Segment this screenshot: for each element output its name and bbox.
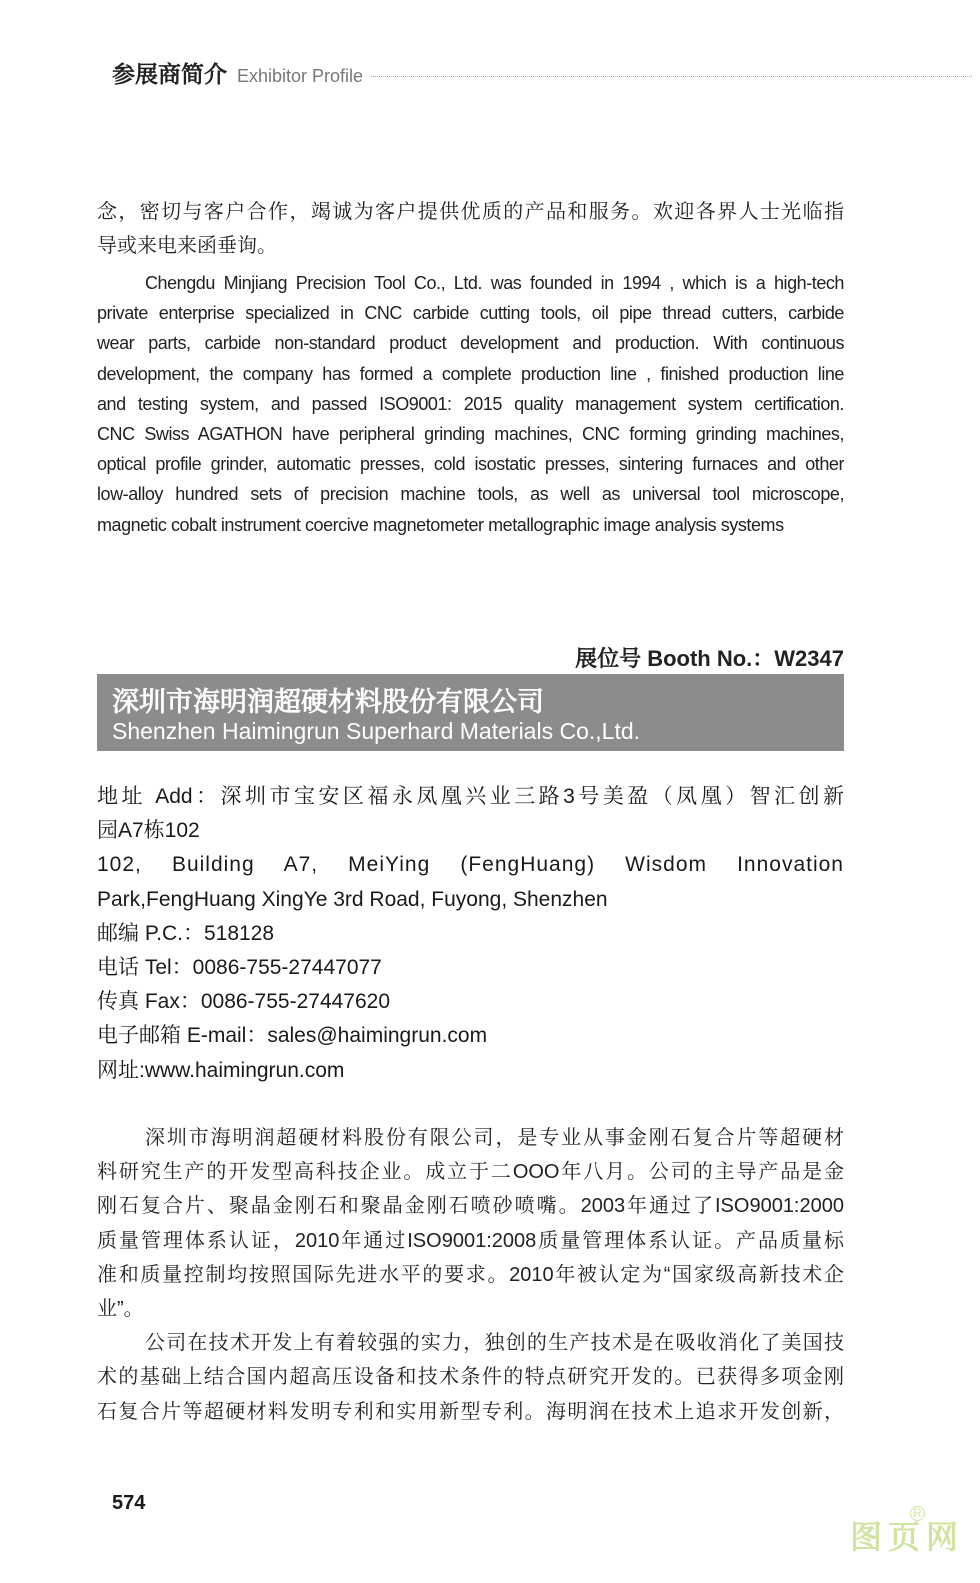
text-line: wear parts, carbide non-standard product development and production. With continuous: [97, 333, 844, 354]
text-line: 深圳市海明润超硬材料股份有限公司，是专业从事金刚石复合片等超硬材: [145, 1127, 844, 1149]
company-name-cn: 深圳市海明润超硬材料股份有限公司: [112, 687, 544, 717]
telephone: 电话 Tel：0086-755-27447077: [97, 956, 382, 980]
header-title-en: Exhibitor Profile: [237, 66, 364, 86]
page-number: 574: [112, 1492, 146, 1514]
text-line: 术的基础上结合国内超高压设备和技术条件的特点研究开发的。已获得多项金刚: [97, 1366, 844, 1389]
text-line: 念，密切与客户合作，竭诚为客户提供优质的产品和服务。欢迎各界人士光临指: [97, 201, 844, 223]
prev-company-en-text: [97, 268, 844, 540]
registered-mark-icon: R: [910, 1506, 925, 1521]
text-line: 料研究生产的开发型高科技企业。成立于二OOO年八月。公司的主导产品是金: [97, 1161, 844, 1184]
text-line: and testing system, and passed ISO9001: 2015 quality management system certification.: [97, 393, 844, 414]
booth-number: 展位号 Booth No.：W2347: [575, 646, 844, 671]
website: 网址:www.haimingrun.com: [97, 1058, 345, 1082]
text-line: 刚石复合片、聚晶金刚石和聚晶金刚石喷砂喷嘴。2003年通过了ISO9001:2000: [97, 1195, 844, 1218]
text-line: 公司在技术开发上有着较强的实力，独创的生产技术是在吸收消化了美国技: [145, 1332, 844, 1355]
header-title-cn: 参展商简介: [112, 61, 227, 87]
postcode: 邮编 P.C.：518128: [97, 921, 275, 945]
text-line: development, the company has formed a complete production line , finished production line: [97, 363, 844, 384]
company-name-en: Shenzhen Haimingrun Superhard Materials Co.,Ltd.: [112, 718, 641, 744]
company-description: [97, 1121, 844, 1429]
company-title-band: [97, 674, 844, 751]
prev-company-cn-text: [97, 195, 844, 263]
text-line: 业”。: [97, 1298, 144, 1321]
address-line: 园A7栋102: [97, 819, 200, 843]
text-line: low-alloy hundred sets of precision machine tools, as well as universal tool microscope,: [97, 484, 844, 505]
address-line: 102, Building A7, MeiYing (FengHuang) Wisdom Innovation: [97, 853, 844, 877]
address-line: 地址 Add：深圳市宝安区福永凤凰兴业三路3号美盈（凤凰）智汇创新: [97, 785, 844, 808]
text-line: Chengdu Minjiang Precision Tool Co., Ltd. was founded in 1994 , which is a high-tech: [145, 273, 844, 293]
email: 电子邮箱 E-mail：sales@haimingrun.com: [97, 1024, 488, 1048]
header-divider: [371, 75, 972, 77]
watermark-logo: 图页网: [850, 1519, 965, 1555]
address-line: Park,FengHuang XingYe 3rd Road, Fuyong, Shenzhen: [97, 887, 608, 911]
text-line: CNC Swiss AGATHON have peripheral grinding machines, CNC forming grinding machines,: [97, 424, 844, 445]
text-line: private enterprise specialized in CNC carbide cutting tools, oil pipe thread cutters, carbide: [97, 303, 844, 324]
text-line: 准和质量控制均按照国际先进水平的要求。2010年被认定为“国家级高新技术企: [97, 1263, 844, 1286]
page-header: [112, 56, 972, 89]
fax: 传真 Fax：0086-755-27447620: [97, 990, 391, 1014]
text-line: magnetic cobalt instrument coercive magnetometer metallographic image analysis systems: [97, 514, 784, 535]
text-line: 质量管理体系认证，2010年通过ISO9001:2008质量管理体系认证。产品质量标: [97, 1229, 844, 1252]
text-line: 石复合片等超硬材料发明专利和实用新型专利。海明润在技术上追求开发创新，: [97, 1400, 844, 1423]
text-line: 导或来电来函垂询。: [97, 235, 277, 258]
text-line: optical profile grinder, automatic presses, cold isostatic presses, sintering furnaces and other: [97, 454, 844, 475]
company-contact: [97, 780, 844, 1088]
